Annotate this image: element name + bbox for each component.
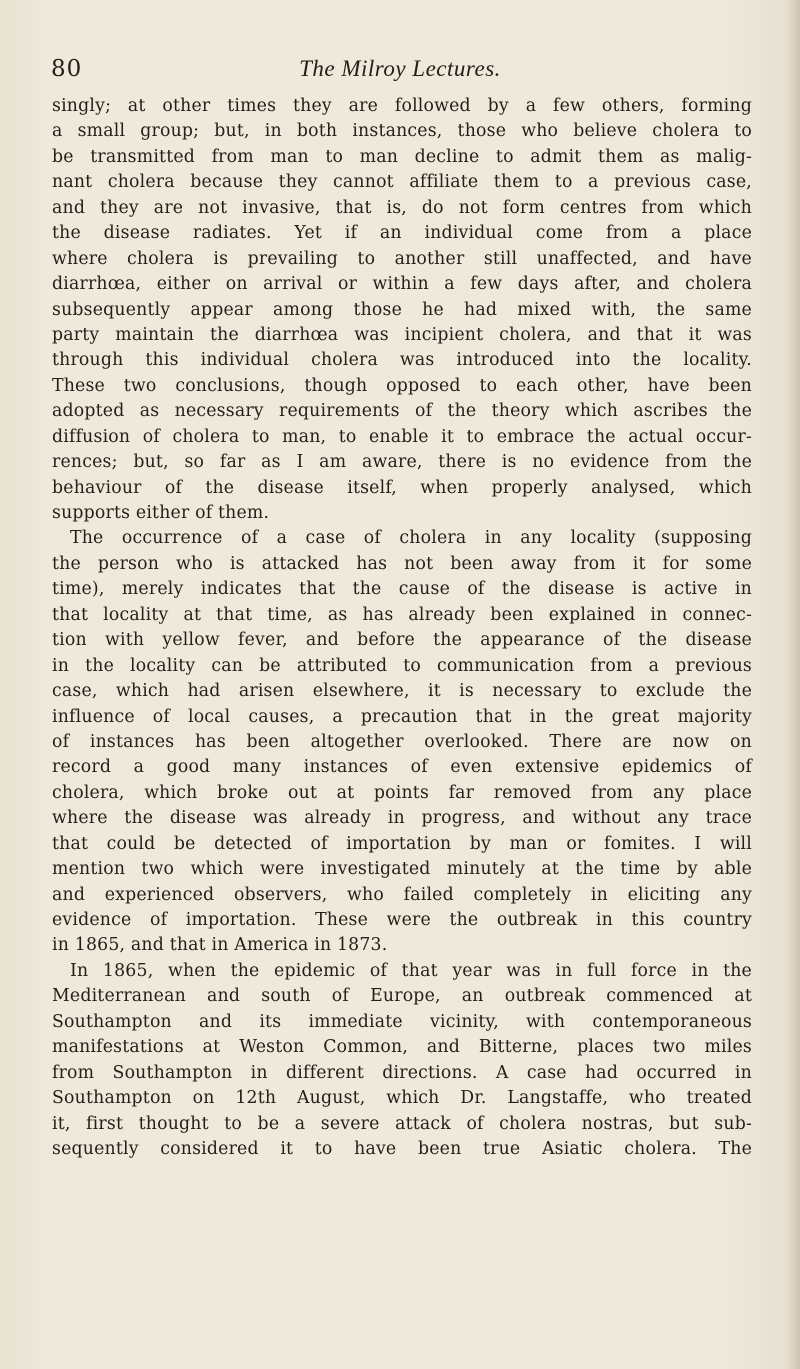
text-line: time), merely indicates that the cause of the disease is active in bbox=[52, 579, 752, 600]
text-line: where the disease was already in progress, and without any trace bbox=[52, 808, 752, 829]
text-line: be transmitted from man to man decline to admit them as malig- bbox=[52, 146, 752, 167]
text-line: party maintain the diarrhœa was incipient cholera, and that it was bbox=[52, 324, 752, 345]
text-line: adopted as necessary requirements of the theory which ascribes the bbox=[52, 401, 752, 422]
text-line: In 1865, when the epidemic of that year was in full force in the bbox=[70, 960, 752, 981]
text-line: Mediterranean and south of Europe, an outbreak commenced at bbox=[52, 986, 752, 1007]
text-line: case, which had arisen elsewhere, it is necessary to exclude the bbox=[52, 681, 752, 702]
body-text bbox=[52, 94, 752, 1162]
text-line: the person who is attacked has not been away from it for some bbox=[52, 553, 752, 574]
text-line: rences; but, so far as I am aware, there is no evidence from the bbox=[52, 452, 752, 473]
text-line: The occurrence of a case of cholera in any locality (supposing bbox=[70, 528, 752, 549]
page-number: 80 bbox=[51, 56, 83, 82]
text-line: and they are not invasive, that is, do not form centres from which bbox=[52, 197, 752, 218]
text-line: evidence of importation. These were the outbreak in this country bbox=[52, 910, 752, 930]
text-line: mention two which were investigated minutely at the time by able bbox=[52, 859, 752, 880]
running-title: The Milroy Lectures. bbox=[299, 56, 501, 81]
page-edge-shadow bbox=[786, 0, 800, 1369]
text-line: diarrhœa, either on arrival or within a few days after, and cholera bbox=[52, 274, 752, 295]
text-line: where cholera is prevailing to another still unaffected, and have bbox=[52, 248, 752, 269]
text-line: and experienced observers, who failed completely in eliciting any bbox=[52, 884, 752, 905]
text-line: behaviour of the disease itself, when properly analysed, which bbox=[52, 477, 752, 498]
page-header bbox=[0, 56, 800, 86]
text-line: influence of local causes, a precaution that in the great majority bbox=[52, 706, 752, 727]
text-line: supports either of them. bbox=[52, 503, 270, 523]
text-line: nant cholera because they cannot affiliate them to a previous case, bbox=[52, 172, 752, 193]
text-line: from Southampton in different directions. A case had occurred in bbox=[52, 1062, 752, 1083]
text-line: a small group; but, in both instances, those who believe cholera to bbox=[52, 121, 752, 142]
text-line: subsequently appear among those he had mixed with, the same bbox=[52, 299, 752, 320]
text-line: record a good many instances of even extensive epidemics of bbox=[52, 757, 752, 778]
text-line: it, first thought to be a severe attack of cholera nostras, but sub- bbox=[52, 1113, 752, 1134]
text-line: of instances has been altogether overlooked. There are now on bbox=[52, 731, 752, 752]
text-line: that locality at that time, as has already been explained in connec- bbox=[52, 604, 752, 625]
text-line: Southampton on 12th August, which Dr. Langstaffe, who treated bbox=[52, 1088, 752, 1109]
text-line: that could be detected of importation by man or fomites. I will bbox=[52, 833, 752, 854]
text-line: in 1865, and that in America in 1873. bbox=[52, 935, 388, 956]
text-line: in the locality can be attributed to communication from a previous bbox=[52, 655, 752, 676]
text-line: sequently considered it to have been true Asiatic cholera. The bbox=[52, 1138, 752, 1159]
text-line: These two conclusions, though opposed to each other, have been bbox=[52, 375, 752, 396]
text-line: through this individual cholera was introduced into the locality. bbox=[52, 350, 752, 371]
text-line: singly; at other times they are followed by a few others, forming bbox=[52, 96, 752, 116]
text-line: Southampton and its immediate vicinity, with contemporaneous bbox=[52, 1011, 752, 1032]
text-line: diffusion of cholera to man, to enable it to embrace the actual occur- bbox=[52, 426, 752, 447]
text-line: the disease radiates. Yet if an individual come from a place bbox=[52, 223, 752, 244]
text-line: tion with yellow fever, and before the appearance of the disease bbox=[52, 630, 752, 651]
text-line: cholera, which broke out at points far removed from any place bbox=[52, 782, 752, 803]
text-line: manifestations at Weston Common, and Bitterne, places two miles bbox=[52, 1037, 752, 1058]
